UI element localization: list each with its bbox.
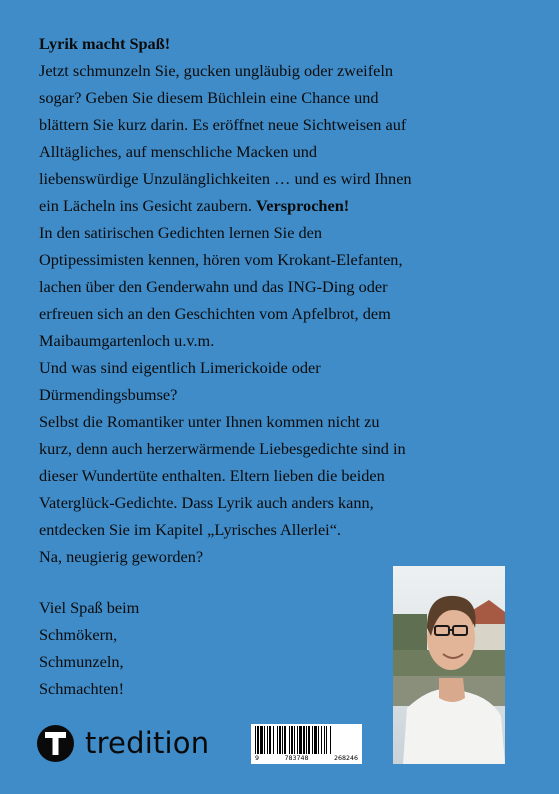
paragraph-intro-line: blättern Sie kurz darin. Es eröffnet neue Sichtweisen auf (39, 115, 407, 134)
paragraph-romance-line: kurz, denn auch herzerwärmende Liebesgedichte sind in (39, 439, 406, 458)
tredition-logo-icon (37, 725, 74, 762)
paragraph-satire-line: In den satirischen Gedichten lernen Sie den (39, 223, 323, 242)
paragraph-romance-line: Selbst die Romantiker unter Ihnen kommen nicht zu (39, 412, 380, 431)
paragraph-intro-line: sogar? Geben Sie diesem Büchlein eine Chance und (39, 88, 379, 107)
paragraph-intro-line: Jetzt schmunzeln Sie, gucken ungläubig oder zweifeln (39, 61, 394, 80)
closing-line: Schmachten! (39, 679, 124, 698)
paragraph-satire-line: Maibaumgartenloch u.v.m. (39, 331, 215, 350)
paragraph-satire-line: lachen über den Genderwahn und das ING-Ding oder (39, 277, 388, 296)
paragraph-romance-line: entdecken Sie im Kapitel „Lyrisches Allerlei“. (39, 520, 342, 539)
barcode-group-left: 783748 (284, 755, 309, 762)
author-photo (393, 566, 505, 764)
heading: Lyrik macht Spaß! (39, 34, 171, 53)
isbn-barcode (251, 724, 362, 764)
publisher-name: tredition (85, 726, 210, 760)
author-photo-illustration (393, 566, 505, 764)
closing-line: Schmökern, (39, 625, 118, 644)
paragraph-satire-line: erfreuen sich an den Geschichten vom Apfelbrot, dem (39, 304, 391, 323)
paragraph-romance-line: Vaterglück-Gedichte. Dass Lyrik auch anders kann, (39, 493, 374, 512)
paragraph-intro-line: Alltägliches, auf menschliche Macken und (39, 142, 318, 161)
paragraph-satire-line: Optipessimisten kennen, hören vom Krokant-Elefanten, (39, 250, 403, 269)
paragraph-romance-line: dieser Wundertüte enthalten. Eltern lieben die beiden (39, 466, 385, 485)
promise-emphasis: Versprochen! (256, 196, 350, 215)
closing-line: Viel Spaß beim (39, 598, 140, 617)
barcode-digit-first: 9 (255, 755, 260, 762)
closing-line: Schmunzeln, (39, 652, 124, 671)
paragraph-question-line: Dürmendingsbumse? (39, 385, 178, 404)
paragraph-intro-last-line (39, 192, 519, 219)
barcode-digits (251, 755, 362, 762)
logo-t-glyph (45, 732, 66, 755)
barcode-bars (255, 726, 358, 754)
paragraph-question-line: Und was sind eigentlich Limerickoide oder (39, 358, 321, 377)
publisher-logo (37, 724, 209, 762)
back-cover-text (39, 30, 519, 570)
paragraph-intro-line: liebenswürdige Unzulänglichkeiten … und es wird Ihnen (39, 169, 412, 188)
closing-lines (39, 594, 139, 702)
barcode-group-right: 268246 (333, 755, 358, 762)
paragraph-intro-last-text: ein Lächeln ins Gesicht zaubern. (39, 196, 252, 215)
paragraph-curious: Na, neugierig geworden? (39, 547, 204, 566)
